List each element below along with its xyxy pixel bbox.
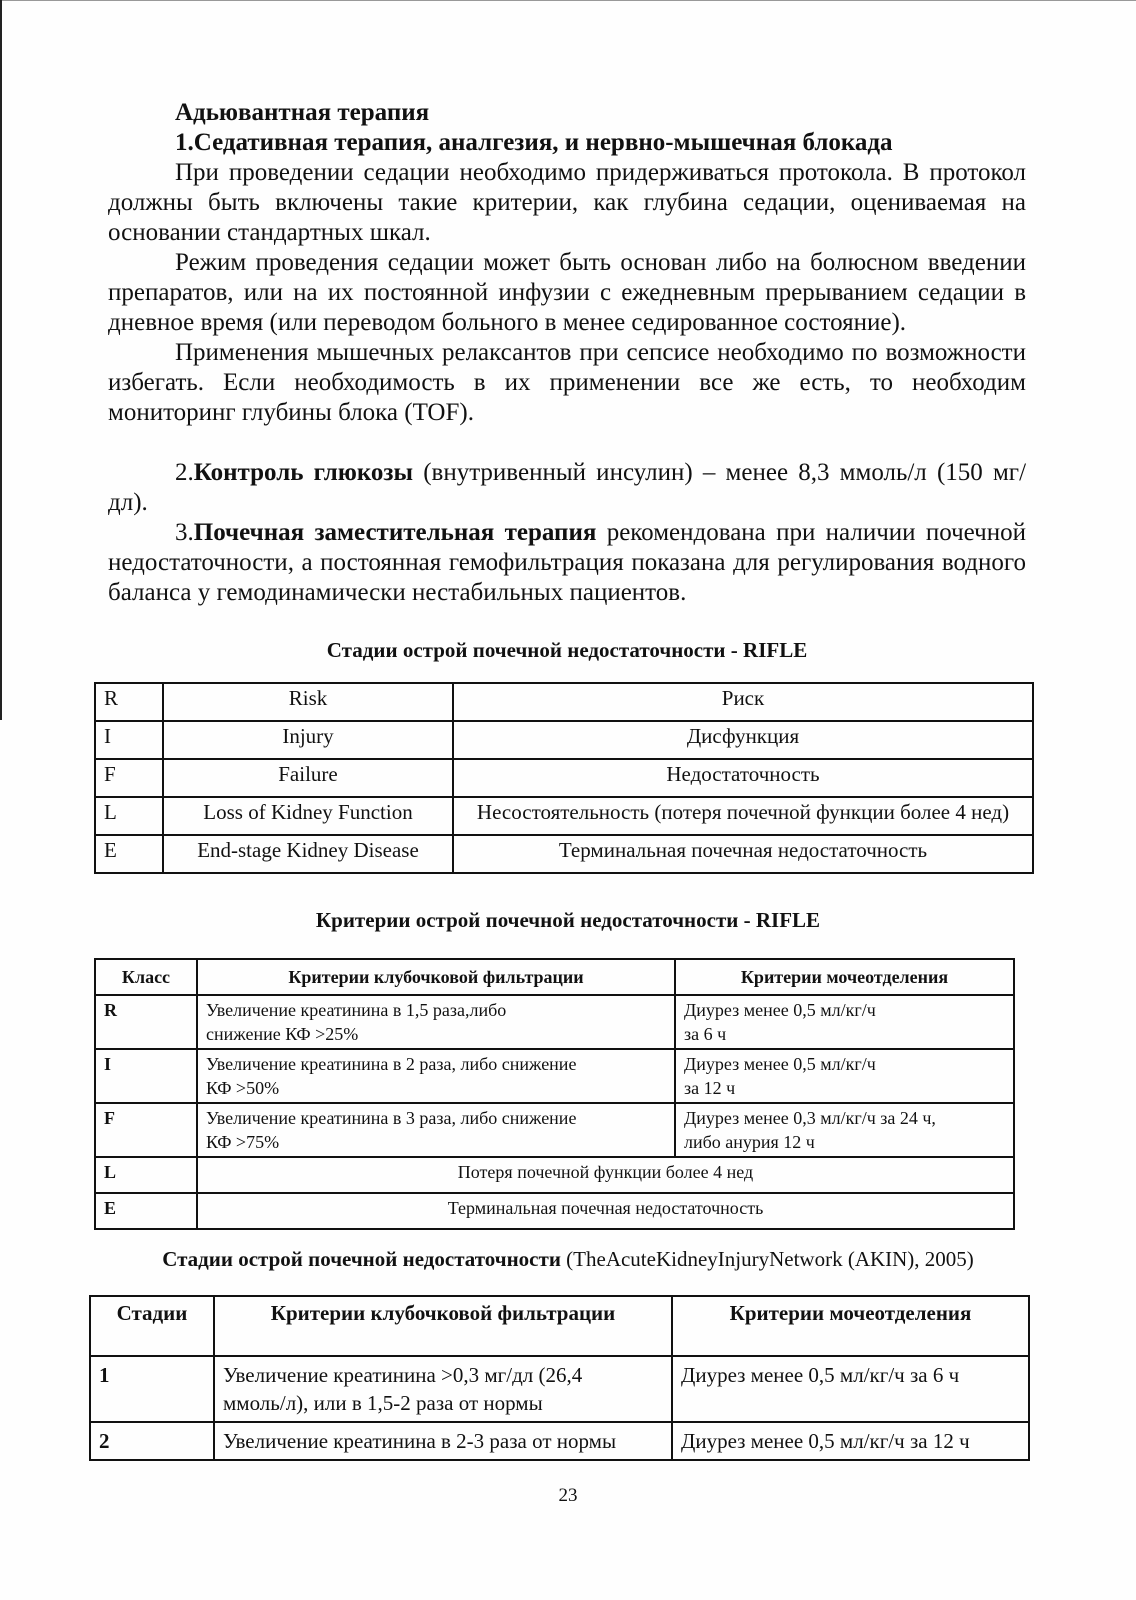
table-2-gfr-line: Увеличение креатинина в 3 раза, либо снижение: [206, 1108, 577, 1128]
akin-stages-table: [89, 1295, 1030, 1461]
table-2-urine-line: Диурез менее 0,3 мл/кг/ч за 24 ч,: [684, 1108, 936, 1128]
table-2-urine-line: Диурез менее 0,5 мл/кг/ч: [684, 1000, 876, 1020]
table-1-russian: Риск: [453, 683, 1033, 721]
table-2-merged: Терминальная почечная недостаточность: [197, 1193, 1014, 1229]
table-2-urine: [675, 1103, 1014, 1157]
table-2-gfr: [197, 995, 675, 1049]
table-2-gfr: [197, 1049, 675, 1103]
page-number: 23: [558, 1485, 578, 1506]
table-2-urine: [675, 995, 1014, 1049]
table-1-caption: Стадии острой почечной недостаточности - RIFLE: [326, 638, 808, 662]
adjuvant-title: Адьювантная терапия: [175, 99, 430, 126]
table-1-row: [95, 683, 1033, 721]
document-page: [108, 98, 1026, 663]
table-3-gfr: [214, 1422, 672, 1460]
table-1-russian: Несостоятельность (потеря почечной функции более 4 нед): [453, 797, 1033, 835]
table-1-key: F: [95, 759, 163, 797]
section-3-text: рекомендована при наличии почечной недостаточности, а постоянная гемофильтрация показана для регулирования водного баланса у гемодинамически нестабильных пациентов.: [108, 519, 1026, 606]
table-2-key: I: [95, 1049, 197, 1103]
table-2-header-class: Класс: [95, 959, 197, 995]
table-2-gfr-line: Увеличение креатинина в 2 раза, либо снижение: [206, 1054, 577, 1074]
table-3-key: 1: [90, 1356, 214, 1422]
table-2-header-urine: Критерии мочеотделения: [675, 959, 1014, 995]
section-2-text: (внутривенный инсулин) – менее 8,3 ммоль/л (150 мг/дл).: [108, 459, 1027, 516]
table-2-key: L: [95, 1157, 197, 1193]
table-3-key: 2: [90, 1422, 214, 1460]
table-3-header-urine: Критерии мочеотделения: [672, 1296, 1029, 1356]
table-2-urine-line: Диурез менее 0,5 мл/кг/ч: [684, 1054, 876, 1074]
table-3-row: [90, 1422, 1029, 1460]
section-1-heading: 1.Седативная терапия, аналгезия, и нервно-мышечная блокада: [175, 129, 893, 156]
table-3-header-row: [90, 1296, 1029, 1356]
rifle-stages-table: [94, 682, 1034, 874]
table-3-gfr-line: ммоль/л), или в 1,5-2 раза от нормы: [223, 1391, 543, 1415]
table-1-key: E: [95, 835, 163, 873]
table-1-key: I: [95, 721, 163, 759]
table-2-urine-line: за 12 ч: [684, 1078, 736, 1098]
table-2-row: [95, 995, 1014, 1049]
table-3-gfr-line: Увеличение креатинина >0,3 мг/дл (26,4: [223, 1363, 583, 1387]
section-2-bold: Контроль глюкозы: [193, 459, 413, 486]
table-1-english: Failure: [163, 759, 453, 797]
table-1-row: [95, 721, 1033, 759]
table-3-urine: Диурез менее 0,5 мл/кг/ч за 12 ч: [672, 1422, 1029, 1460]
table-1-english: End-stage Kidney Disease: [163, 835, 453, 873]
section-3-number: 3.: [175, 519, 194, 546]
table-3-urine: Диурез менее 0,5 мл/кг/ч за 6 ч: [672, 1356, 1029, 1422]
table-2-merged: Потеря почечной функции более 4 нед: [197, 1157, 1014, 1193]
table-2-row: [95, 1193, 1014, 1229]
table-2-urine: [675, 1049, 1014, 1103]
table-2-gfr-line: Увеличение креатинина в 1,5 раза,либо: [206, 1000, 507, 1020]
section-1-paragraph-2: Режим проведения седации может быть основан либо на болюсном введении препаратов, или на их постоянной инфузии с ежедневным прерыванием седации в дневное время (или переводом больного в менее седированное состояние).: [108, 249, 1026, 336]
table-3-caption-bold: Стадии острой почечной недостаточности: [162, 1247, 561, 1271]
table-1-english: Injury: [163, 721, 453, 759]
table-1-russian: Терминальная почечная недостаточность: [453, 835, 1033, 873]
table-2-key: F: [95, 1103, 197, 1157]
table-2-header-gfr: Критерии клубочковой фильтрации: [197, 959, 675, 995]
section-1-paragraph-3: Применения мышечных релаксантов при сепсисе необходимо по возможности избегать. Если необходимость в их применении все же есть, то необходим мониторинг глубины блока (TOF).: [108, 339, 1026, 426]
scan-edge-top: [0, 0, 1136, 1]
section-2-paragraph: [108, 458, 1026, 518]
table-1-key: R: [95, 683, 163, 721]
rifle-criteria-table: [94, 958, 1015, 1230]
table-1-row: [95, 759, 1033, 797]
table-3-caption: [0, 1247, 1136, 1272]
table-2-row: [95, 1049, 1014, 1103]
table-1-row: [95, 835, 1033, 873]
table-3-header-gfr: Критерии клубочковой фильтрации: [214, 1296, 672, 1356]
table-1-russian: Недостаточность: [453, 759, 1033, 797]
table-2-gfr: [197, 1103, 675, 1157]
section-1-paragraph-1: При проведении седации необходимо придерживаться протокола. В протокол должны быть включены такие критерии, как глубина седации, оцениваемая на основании стандартных шкал.: [108, 159, 1026, 246]
section-2-number: 2.: [175, 459, 194, 486]
table-3-caption-rest: (TheAcuteKidneyInjuryNetwork (AKIN), 2005): [560, 1247, 974, 1271]
table-2-header-row: [95, 959, 1014, 995]
table-1-english: Risk: [163, 683, 453, 721]
table-1-english: Loss of Kidney Function: [163, 797, 453, 835]
table-1-russian: Дисфункция: [453, 721, 1033, 759]
table-2-key: E: [95, 1193, 197, 1229]
table-1-key: L: [95, 797, 163, 835]
table-2-urine-line: либо анурия 12 ч: [684, 1132, 815, 1152]
table-2-gfr-line: КФ >75%: [206, 1132, 280, 1152]
table-2-row: [95, 1157, 1014, 1193]
section-3-bold: Почечная заместительная терапия: [193, 519, 597, 546]
table-2-row: [95, 1103, 1014, 1157]
table-2-gfr-line: КФ >50%: [206, 1078, 280, 1098]
table-3-gfr-line: Увеличение креатинина в 2-3 раза от нормы: [223, 1429, 617, 1453]
table-2-key: R: [95, 995, 197, 1049]
table-1-row: [95, 797, 1033, 835]
table-2-urine-line: за 6 ч: [684, 1024, 727, 1044]
table-3-gfr: [214, 1356, 672, 1422]
scan-edge-left: [0, 0, 2, 720]
table-2-caption: Критерии острой почечной недостаточности - RIFLE: [315, 908, 821, 932]
table-2-gfr-line: снижение КФ >25%: [206, 1024, 359, 1044]
section-3-paragraph: [108, 518, 1026, 608]
table-3-row: [90, 1356, 1029, 1422]
table-3-header-stage: Стадии: [90, 1296, 214, 1356]
